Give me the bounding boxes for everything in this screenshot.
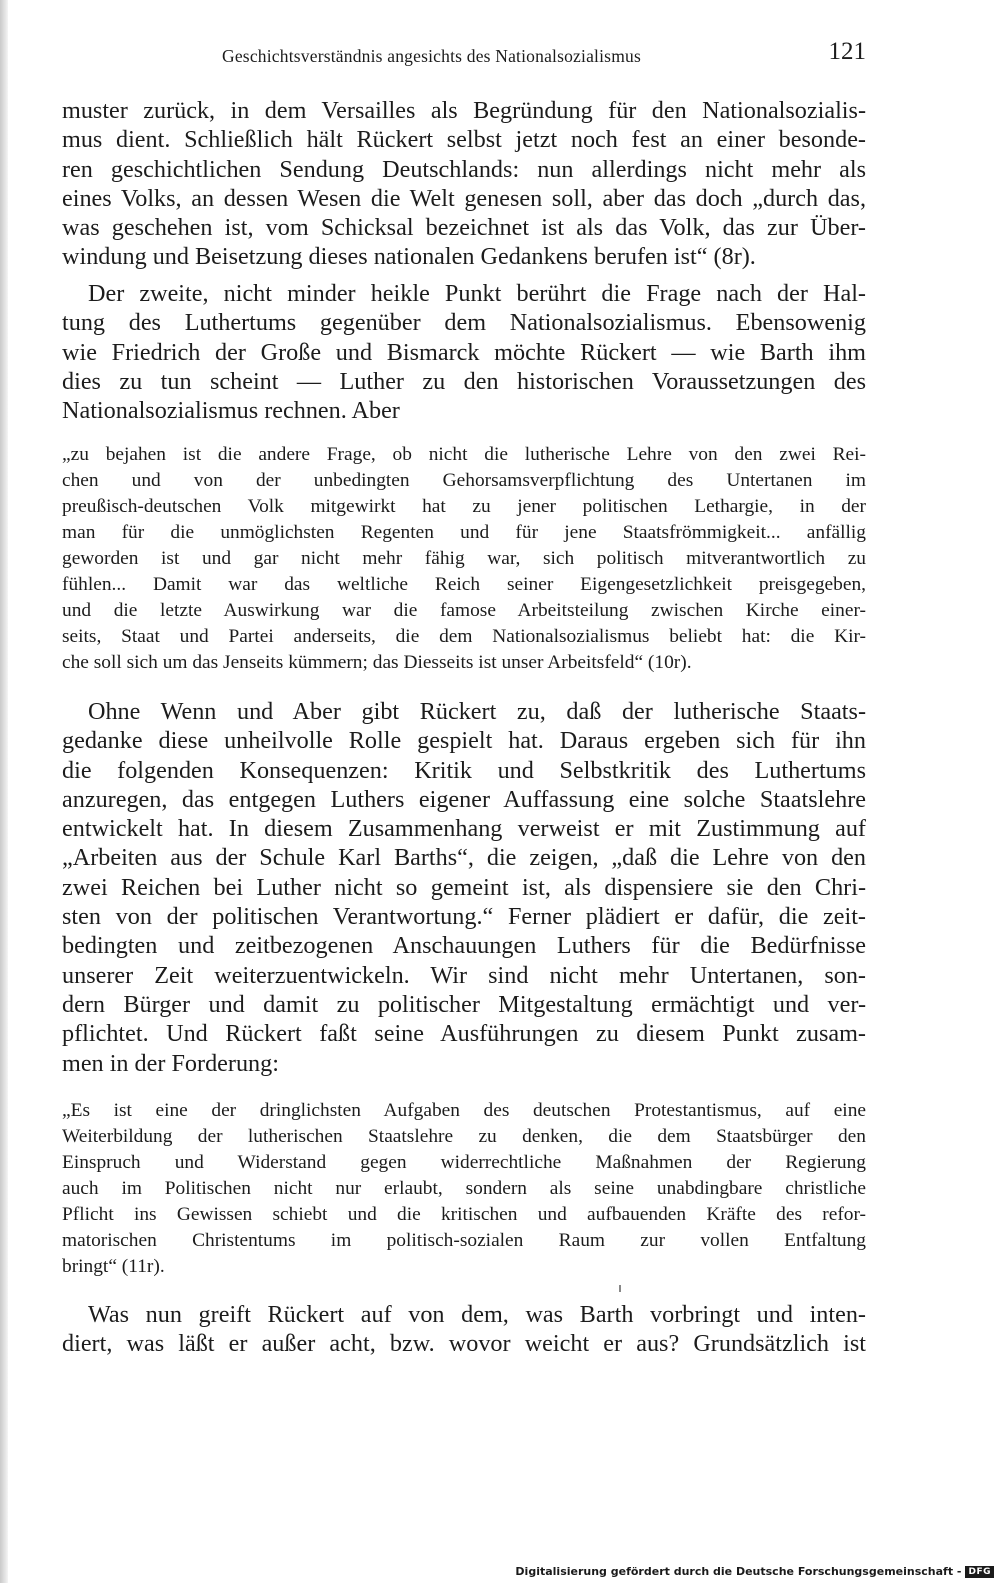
text-line: was geschehen ist, vom Schicksal bezeichnet ist als das Volk, das zur Über- — [62, 214, 866, 242]
text-line: mus dient. Schließlich hält Rückert selbst jetzt noch fest an einer besonde- — [62, 126, 866, 154]
text-line: man für die unmöglichsten Regenten und für jene Staatsfrömmigkeit... anfällig — [62, 522, 866, 543]
text-line: wie Friedrich der Große und Bismarck möchte Rückert — wie Barth ihm — [62, 338, 866, 366]
text-line: und die letzte Auswirkung war die famose Arbeitsteilung zwischen Kirche einer- — [62, 600, 866, 621]
block-quote-1 — [62, 442, 866, 676]
text-line: muster zurück, in dem Versailles als Begründung für den Nationalsozialis- — [62, 97, 866, 124]
text-line: die folgenden Konsequenzen: Kritik und Selbstkritik des Luthertums — [62, 756, 866, 784]
text-line: diert, was läßt er außer acht, bzw. wovor weicht er aus? Grundsätzlich ist — [62, 1330, 866, 1358]
text-line: Weiterbildung der lutherischen Staatslehre zu denken, die dem Staatsbürger den — [62, 1126, 866, 1147]
scan-speck — [619, 1285, 621, 1292]
text-line: ren geschichtlichen Sendung Deutschlands: nun allerdings nicht mehr als — [62, 155, 866, 183]
page-number: 121 — [828, 38, 866, 65]
text-line: seits, Staat und Partei anderseits, die dem Nationalsozialismus beliebt hat: die Kir- — [62, 626, 866, 647]
text-line: dies zu tun scheint — Luther zu den historischen Voraussetzungen des — [62, 367, 866, 395]
text-line: preußisch-deutschen Volk mitgewirkt hat zu jener politischen Lethargie, in der — [62, 496, 866, 517]
running-head — [62, 38, 866, 74]
block-quote-2 — [62, 1098, 866, 1280]
paragraph-2 — [62, 279, 866, 425]
text-line: tung des Luthertums gegenüber dem Nationalsozialismus. Ebensowenig — [62, 309, 866, 337]
text-line: auch im Politischen nicht nur erlaubt, sondern als seine unabdingbare christliche — [62, 1178, 866, 1199]
digitization-credit — [515, 1565, 994, 1578]
text-line: dern Bürger und damit zu politischer Mitgestaltung ermächtigt und ver- — [62, 990, 866, 1018]
dfg-logo: DFG — [965, 1566, 994, 1578]
text-line: Nationalsozialismus rechnen. Aber — [62, 397, 400, 425]
paragraph-1 — [62, 96, 866, 272]
text-line: men in der Forderung: — [62, 1049, 279, 1077]
text-line: Pflicht ins Gewissen schiebt und die kritischen und aufbauenden Kräfte des refor- — [62, 1204, 866, 1225]
book-page — [62, 38, 866, 1358]
text-line: anzuregen, das entgegen Luthers eigener Auffassung eine solche Staatslehre — [62, 785, 866, 813]
text-line: entwickelt hat. In diesem Zusammenhang verweist er mit Zustimmung auf — [62, 815, 866, 843]
text-line: zwei Reichen bei Luther nicht so gemeint ist, als dispensiere sie den Chri- — [62, 873, 866, 901]
text-line: che soll sich um das Jenseits kümmern; das Diesseits ist unser Arbeitsfeld“ (10r). — [62, 652, 692, 673]
text-line: pflichtet. Und Rückert faßt seine Ausführungen zu diesem Punkt zusam- — [62, 1020, 866, 1048]
text-line: matorischen Christentums im politisch-sozialen Raum zur vollen Entfaltung — [62, 1230, 866, 1251]
text-line: unserer Zeit weiterzuentwickeln. Wir sind nicht mehr Untertanen, son- — [62, 961, 866, 989]
text-line: gedanke diese unheilvolle Rolle gespielt hat. Daraus ergeben sich für ihn — [62, 727, 866, 755]
text-line: geworden ist und gar nicht mehr fähig war, sich politisch mitverantwortlich zu — [62, 548, 866, 569]
text-line: Der zweite, nicht minder heikle Punkt berührt die Frage nach der Hal- — [88, 280, 866, 307]
scan-edge — [0, 0, 8, 1583]
text-line: Einspruch und Widerstand gegen widerrechtliche Maßnahmen der Regierung — [62, 1152, 866, 1173]
text-line: Ohne Wenn und Aber gibt Rückert zu, daß der lutherische Staats- — [88, 698, 866, 725]
credit-text: Digitalisierung gefördert durch die Deutsche Forschungsgemeinschaft - — [515, 1565, 962, 1578]
paragraph-4 — [62, 1300, 866, 1359]
text-line: „Arbeiten aus der Schule Karl Barths“, die zeigen, „daß die Lehre von den — [62, 844, 866, 872]
paragraph-3 — [62, 697, 866, 1078]
text-line: Was nun greift Rückert auf von dem, was Barth vorbringt und inten- — [88, 1301, 866, 1328]
text-line: fühlen... Damit war das weltliche Reich seiner Eigengesetzlichkeit preisgegeben, — [62, 574, 866, 595]
text-line: sten von der politischen Verantwortung.“ Ferner plädiert er dafür, die zeit- — [62, 903, 866, 931]
text-line: bringt“ (11r). — [62, 1256, 165, 1277]
text-line: bedingten und zeitbezogenen Anschauungen Luthers für die Bedürfnisse — [62, 932, 866, 960]
text-line: eines Volks, an dessen Wesen die Welt genesen soll, aber das doch „durch das, — [62, 184, 866, 212]
text-line: „zu bejahen ist die andere Frage, ob nicht die lutherische Lehre von den zwei Rei- — [62, 444, 866, 465]
running-title: Geschichtsverständnis angesichts des Nationalsozialismus — [222, 46, 641, 66]
text-line: „Es ist eine der dringlichsten Aufgaben des deutschen Protestantismus, auf eine — [62, 1100, 866, 1121]
text-line: chen und von der unbedingten Gehorsamsverpflichtung des Untertanen im — [62, 470, 866, 491]
text-line: windung und Beisetzung dieses nationalen Gedankens berufen ist“ (8r). — [62, 243, 756, 271]
